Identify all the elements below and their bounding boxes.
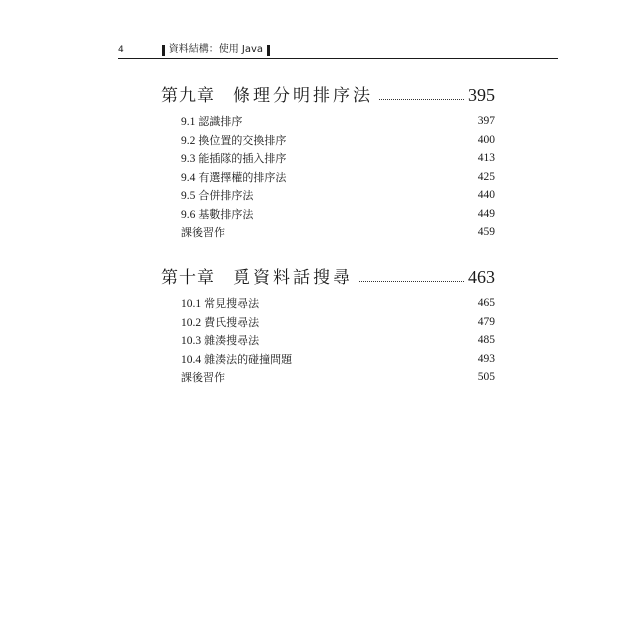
section-page: 413 [477,152,495,165]
header-rule [118,58,558,59]
section-page: 400 [477,133,495,146]
running-header [118,43,270,57]
toc-entry[interactable] [161,294,495,313]
header-bar-left-icon [162,45,165,56]
chapter-title: 覓資料話搜尋 [233,268,353,288]
chapter-title: 條理分明排序法 [233,86,373,106]
section-list [161,294,495,387]
section-number: 10.3 [181,335,202,348]
section-number: 10.2 [181,316,202,329]
section-page: 425 [477,170,495,183]
toc-entry[interactable] [161,112,495,131]
section-title: 雜湊搜尋法 [204,334,260,348]
section-number: 10.4 [181,353,202,366]
chapter-title-row[interactable] [161,80,495,106]
section-number: 10.1 [181,298,202,311]
section-title: 常見搜尋法 [204,297,260,311]
chapter-title-row[interactable] [161,262,495,288]
section-title: 課後習作 [181,371,225,385]
section-page: 493 [477,352,495,365]
toc-entry[interactable] [161,350,495,369]
section-page: 485 [477,334,495,347]
section-title: 認識排序 [198,115,243,129]
toc-entry[interactable] [161,223,495,242]
chapter-page: 395 [468,85,495,105]
section-list [161,112,495,242]
section-title: 換位置的交換排序 [198,133,287,147]
chapter-9 [161,80,495,242]
toc-entry[interactable] [161,205,495,224]
section-page: 459 [477,226,495,239]
header-bar-right-icon [267,45,270,56]
section-title: 能插隊的插入排序 [198,152,287,166]
chapter-label: 第九章 [161,86,215,106]
section-number: 9.3 [181,153,196,166]
toc-entry[interactable] [161,168,495,187]
section-number: 9.5 [181,190,196,203]
chapter-label: 第十章 [161,268,215,288]
section-title: 有選擇權的排序法 [198,170,287,184]
dot-leader [379,99,464,100]
section-page: 505 [477,371,495,384]
toc-entry[interactable] [161,331,495,350]
toc-entry[interactable] [161,131,495,150]
section-page: 465 [477,297,495,310]
section-page: 449 [477,207,495,220]
section-title: 合併排序法 [198,189,254,203]
page-number: 4 [118,45,124,55]
section-number: 9.1 [181,116,196,129]
section-page: 440 [477,189,495,202]
toc-entry[interactable] [161,186,495,205]
section-title: 雜湊法的碰撞問題 [204,352,293,366]
section-page: 397 [477,115,495,128]
chapter-page: 463 [468,267,495,287]
toc-entry[interactable] [161,313,495,332]
dot-leader [359,281,464,282]
section-title: 課後習作 [181,226,225,240]
section-number: 9.4 [181,171,196,184]
toc-entry[interactable] [161,368,495,387]
section-number: 9.6 [181,208,196,221]
chapter-10 [161,262,495,387]
toc-entry[interactable] [161,149,495,168]
section-title: 基數排序法 [198,207,254,221]
book-title: 資料結構：使用 Java [168,44,264,55]
section-title: 費氏搜尋法 [204,315,260,329]
section-number: 9.2 [181,134,196,147]
section-page: 479 [477,315,495,328]
